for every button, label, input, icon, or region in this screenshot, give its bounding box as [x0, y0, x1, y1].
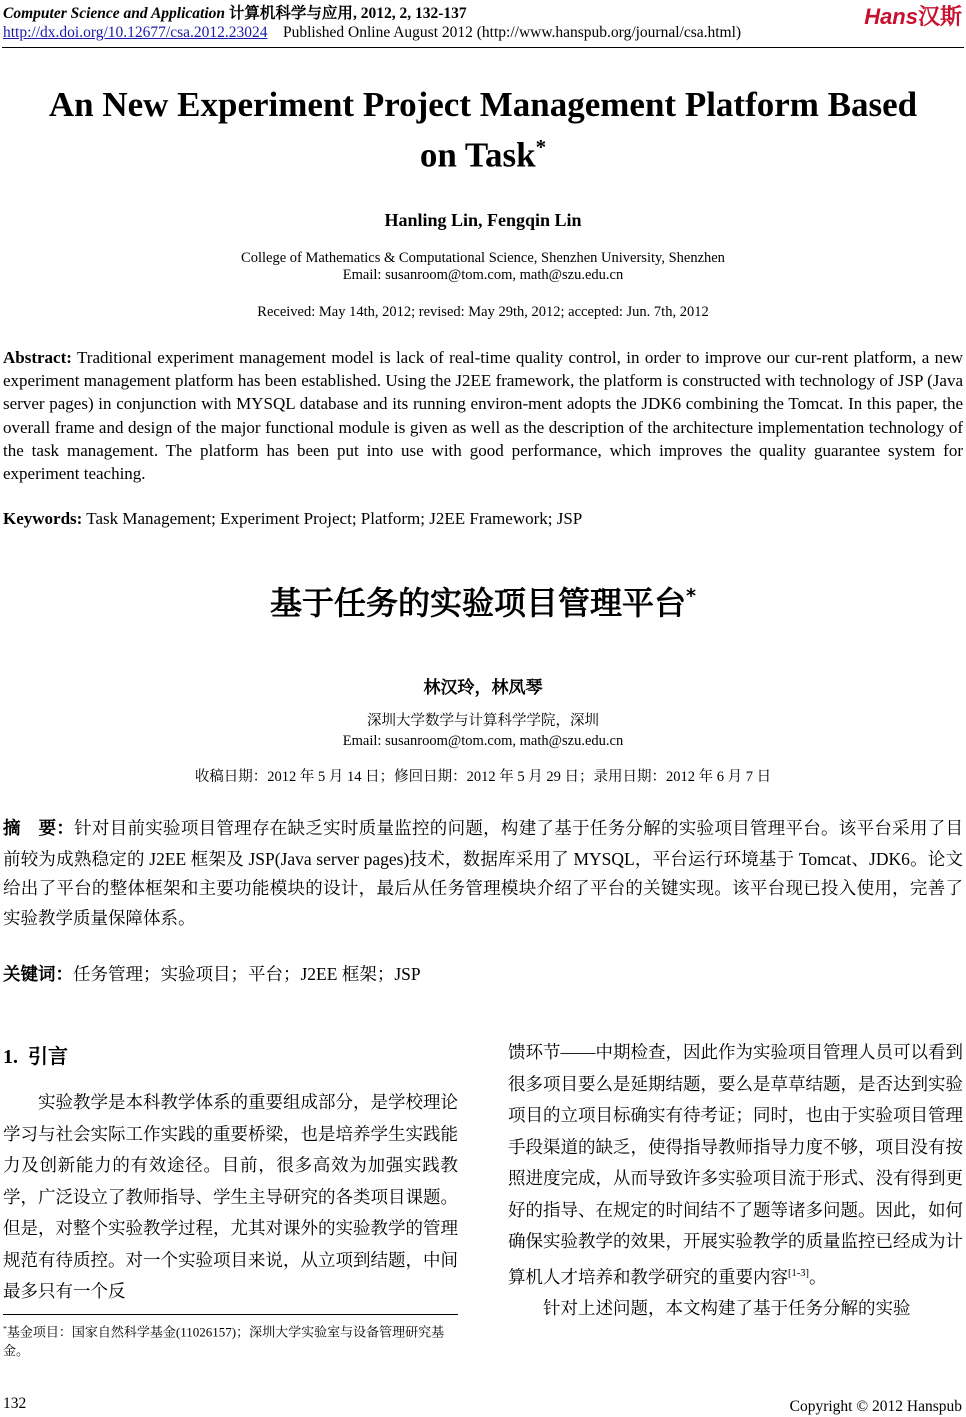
keywords-label: Keywords:	[3, 509, 83, 528]
logo-latin: Hans	[864, 4, 918, 29]
section-heading: 1. 引言	[3, 1044, 68, 1068]
citation-ref: [1-3]	[788, 1267, 809, 1279]
keywords-cn-label: 关键词：	[3, 965, 73, 985]
abstract-cn-text: 针对目前实验项目管理存在缺乏实时质量监控的问题，构建了基于任务分解的实验项目管理平台。该平台采用了目前较为成熟稳定的 J2EE 框架及 JSP(Java server pages)技术，数据库采用了 MYSQL，平台运行环境基于 Tomcat、JDK6。论文给出了平台的整体框架和主要功能模块的设计，最后从任务管理模块介绍了平台的关键实现。该平台现已投入使用，完善了实验教学质量保障体系。	[3, 818, 964, 928]
header-divider	[2, 47, 964, 48]
email-en: Email: susanroom@tom.com, math@szu.edu.cn	[342, 267, 624, 283]
running-header	[3, 1, 467, 23]
logo-cn: 汉斯	[917, 4, 962, 29]
abstract-label: Abstract:	[3, 348, 72, 367]
footnote-divider	[3, 1314, 458, 1315]
abstract-cn-label: 摘 要：	[3, 819, 75, 839]
footnote: *基金项目：国家自然科学基金(11026157)；深圳大学实验室与设备管理研究基金。	[3, 1324, 445, 1359]
abstract-text: Traditional experiment management model is lack of real-time quality control, in order to improve our cur-rent platform, a new experiment management platform has been established. Using the J2EE framework, the platform is constructed with technology of JSP (Java server pages) in conjunction with MYSQL database and its running environ-ment adopts the JDK6 combining the Tomcat. In this paper, the overall frame and design of the major functional module is given as well as the description of the architecture implementation technology of the task management. The platform has been put into use with good performance, which improves the quality guarantee system for experiment teaching.	[3, 348, 963, 484]
page-number: 132	[3, 1395, 27, 1412]
keywords-en	[3, 507, 963, 530]
body-column-left: 实验教学是本科教学体系的重要组成部分，是学校理论学习与社会实际工作实践的重要桥梁，也是培养学生实践能力及创新能力的有效途径。目前，很多高效为加强实践教学，广泛设立了教师指导、学生主导研究的各类项目课题。但是，对整个实验教学过程，尤其对课外的实验教学的管理规范有待质控。对一个实验项目来说，从立项到结题，中间最多只有一个反	[3, 1092, 458, 1301]
received-dates-en: Received: May 14th, 2012; revised: May 29th, 2012; accepted: Jun. 7th, 2012	[257, 304, 709, 320]
body-paragraph: 馈环节——中期检查，因此作为实验项目管理人员可以看到很多项目要么是延期结题，要么是草草结题，是否达到实验项目的立项目标确实有待考证；同时，也由于实验项目管理手段渠道的缺乏，使得指导教师指导力度不够，项目没有按照进度完成，从而导致许多实验项目流于形式、没有得到更好的指导、在规定的时间结不了题等诸多问题。因此，如何确保实验教学的效果，开展实验教学的质量监控已经成为计算机人才培养和教学研究的重要内容[1-3]。	[508, 1042, 963, 1287]
journal-name-cn: 计算机科学与应用	[228, 5, 353, 22]
keywords-text: Task Management; Experiment Project; Platform; J2EE Framework; JSP	[86, 509, 583, 528]
publication-info	[3, 24, 741, 42]
body-paragraph: 针对上述问题，本文构建了基于任务分解的实验	[543, 1297, 911, 1318]
affiliation-cn: 深圳大学数学与计算科学学院，深圳	[367, 713, 599, 729]
authors-en: Hanling Lin, Fengqin Lin	[384, 210, 582, 230]
publisher-logo	[864, 0, 962, 31]
paper-title-cn: 基于任务的实验项目管理平台*	[269, 584, 697, 622]
email-cn: Email: susanroom@tom.com, math@szu.edu.cn	[342, 733, 624, 749]
journal-name-en: Computer Science and Application	[3, 5, 226, 22]
abstract-cn	[3, 814, 963, 933]
doi-link[interactable]: http://dx.doi.org/10.12677/csa.2012.23024	[3, 24, 268, 41]
body-column-right	[508, 1037, 963, 1324]
keywords-cn-text: 任务管理；实验项目；平台；J2EE 框架；JSP	[73, 964, 421, 984]
abstract-en	[3, 346, 963, 485]
authors-cn: 林汉玲，林凤琴	[423, 678, 543, 697]
copyright: Copyright © 2012 Hanspub	[789, 1398, 962, 1415]
paper-title-en: An New Experiment Project Management Platform Based on Task*	[48, 85, 918, 175]
published-online: Published Online August 2012 (http://www.hanspub.org/journal/csa.html)	[283, 24, 742, 41]
received-dates-cn: 收稿日期：2012 年 5 月 14 日；修回日期：2012 年 5 月 29 日；录用日期：2012 年 6 月 7 日	[194, 769, 772, 785]
keywords-cn	[3, 960, 963, 991]
affiliation-en: College of Mathematics & Computational Science, Shenzhen University, Shenzhen	[241, 250, 725, 266]
journal-issue: , 2012, 2, 132-137	[352, 5, 467, 22]
